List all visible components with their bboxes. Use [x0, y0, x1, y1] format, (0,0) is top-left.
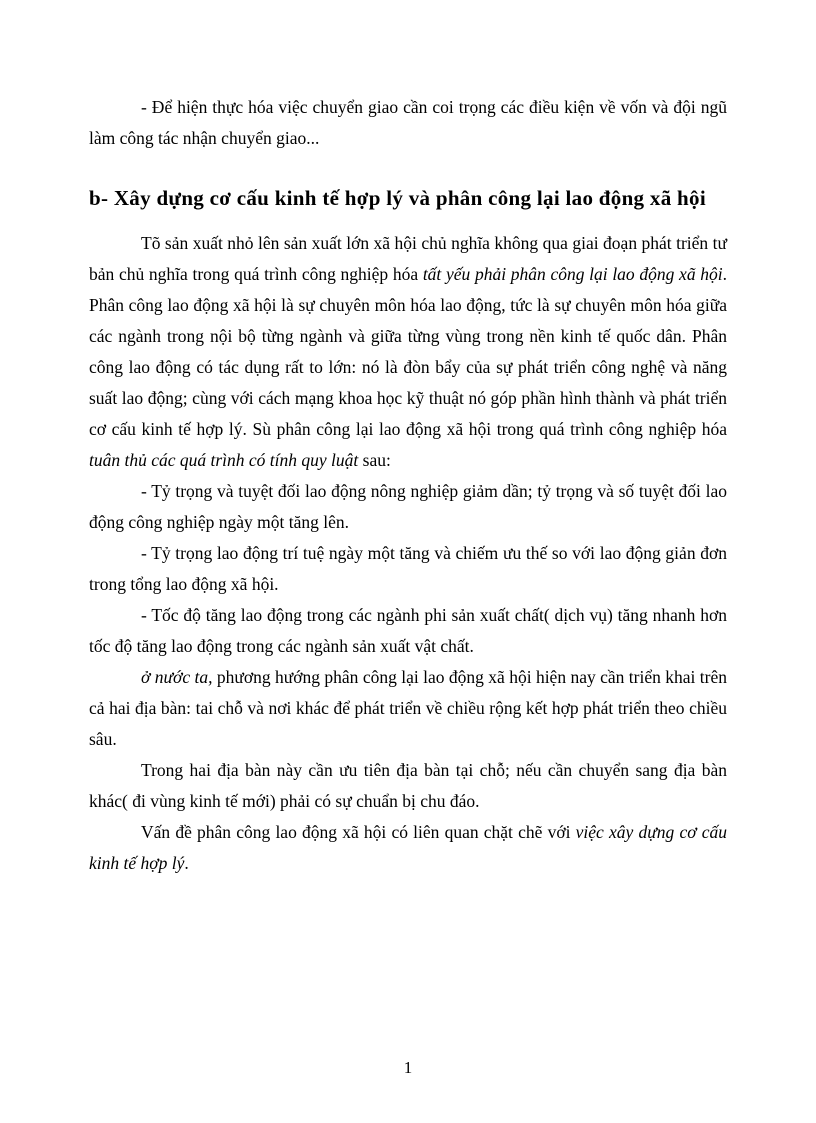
bullet-item: - Tỷ trọng lao động trí tuệ ngày một tăng và chiếm ưu thế so với lao động giản đơn trong tổng lao động xã hội.	[89, 543, 727, 594]
paragraph-priority-location: Trong hai địa bàn này cần ưu tiên địa bàn tại chỗ; nếu cần chuyển sang địa bàn khác( đi vùng kinh tế mới) phải có sự chuẩn bị chu đáo.	[89, 760, 727, 811]
bullet-item: - Tỷ trọng và tuyệt đối lao động nông nghiệp giảm dần; tỷ trọng và số tuyệt đối lao động công nghiệp ngày một tăng lên.	[89, 481, 727, 532]
emphasis-text: ở nước ta,	[141, 667, 213, 687]
emphasis-text: việc xây dựng cơ cấu kinh tế hợp lý	[89, 822, 727, 873]
paragraph-vietnam-direction: ở nước ta, phương hướng phân công lại lao động xã hội hiện nay cần triển khai trên cả hai địa bàn: tai chỗ và nơi khác để phát triển về chiều rộng kết hợp phát triển theo chiều sâu.	[89, 667, 727, 749]
page-number: 1	[403, 1058, 413, 1077]
emphasis-text: tuân thủ các quá trình có tính quy luật	[89, 450, 359, 470]
intro-paragraph: - Để hiện thực hóa việc chuyển giao cần coi trọng các điều kiện về vốn và đội ngũ làm công tác nhận chuyển giao...	[89, 97, 727, 148]
paragraph-economic-structure: Vấn đề phân công lao động xã hội có liên quan chặt chẽ với việc xây dựng cơ cấu kinh tế hợp lý.	[89, 822, 727, 873]
section-heading: b- Xây dựng cơ cấu kinh tế hợp lý và phân công lại lao động xã hội	[89, 186, 706, 210]
bullet-item: - Tốc độ tăng lao động trong các ngành phi sản xuất chất( dịch vụ) tăng nhanh hơn tốc độ tăng lao động trong các ngành sản xuất vật chất.	[89, 605, 727, 656]
paragraph-division-of-labor: Tõ sản xuất nhỏ lên sản xuất lớn xã hội chủ nghĩa không qua giai đoạn phát triển tư bản chủ nghĩa trong quá trình công nghiệp hóa tất yếu phải phân công lại lao động xã hội. Phân công lao động xã hội là sự chuyên môn hóa lao động, tức là sự chuyên môn hóa giữa các ngành trong nội bộ từng ngành và giữa từng vùng trong nền kinh tế quốc dân. Phân công lao động có tác dụng rất to lớn: nó là đòn bẩy của sự phát triển công nghệ và năng suất lao động; cùng với cách mạng khoa học kỹ thuật nó góp phần hình thành và phát triển cơ cấu kinh tế hợp lý. Sù phân công lại lao động xã hội trong quá trình công nghiệp hóa tuân thủ các quá trình có tính quy luật sau:	[89, 233, 728, 470]
emphasis-text: tất yếu phải phân công lại lao động xã hội	[422, 264, 723, 284]
page-body	[89, 92, 727, 879]
